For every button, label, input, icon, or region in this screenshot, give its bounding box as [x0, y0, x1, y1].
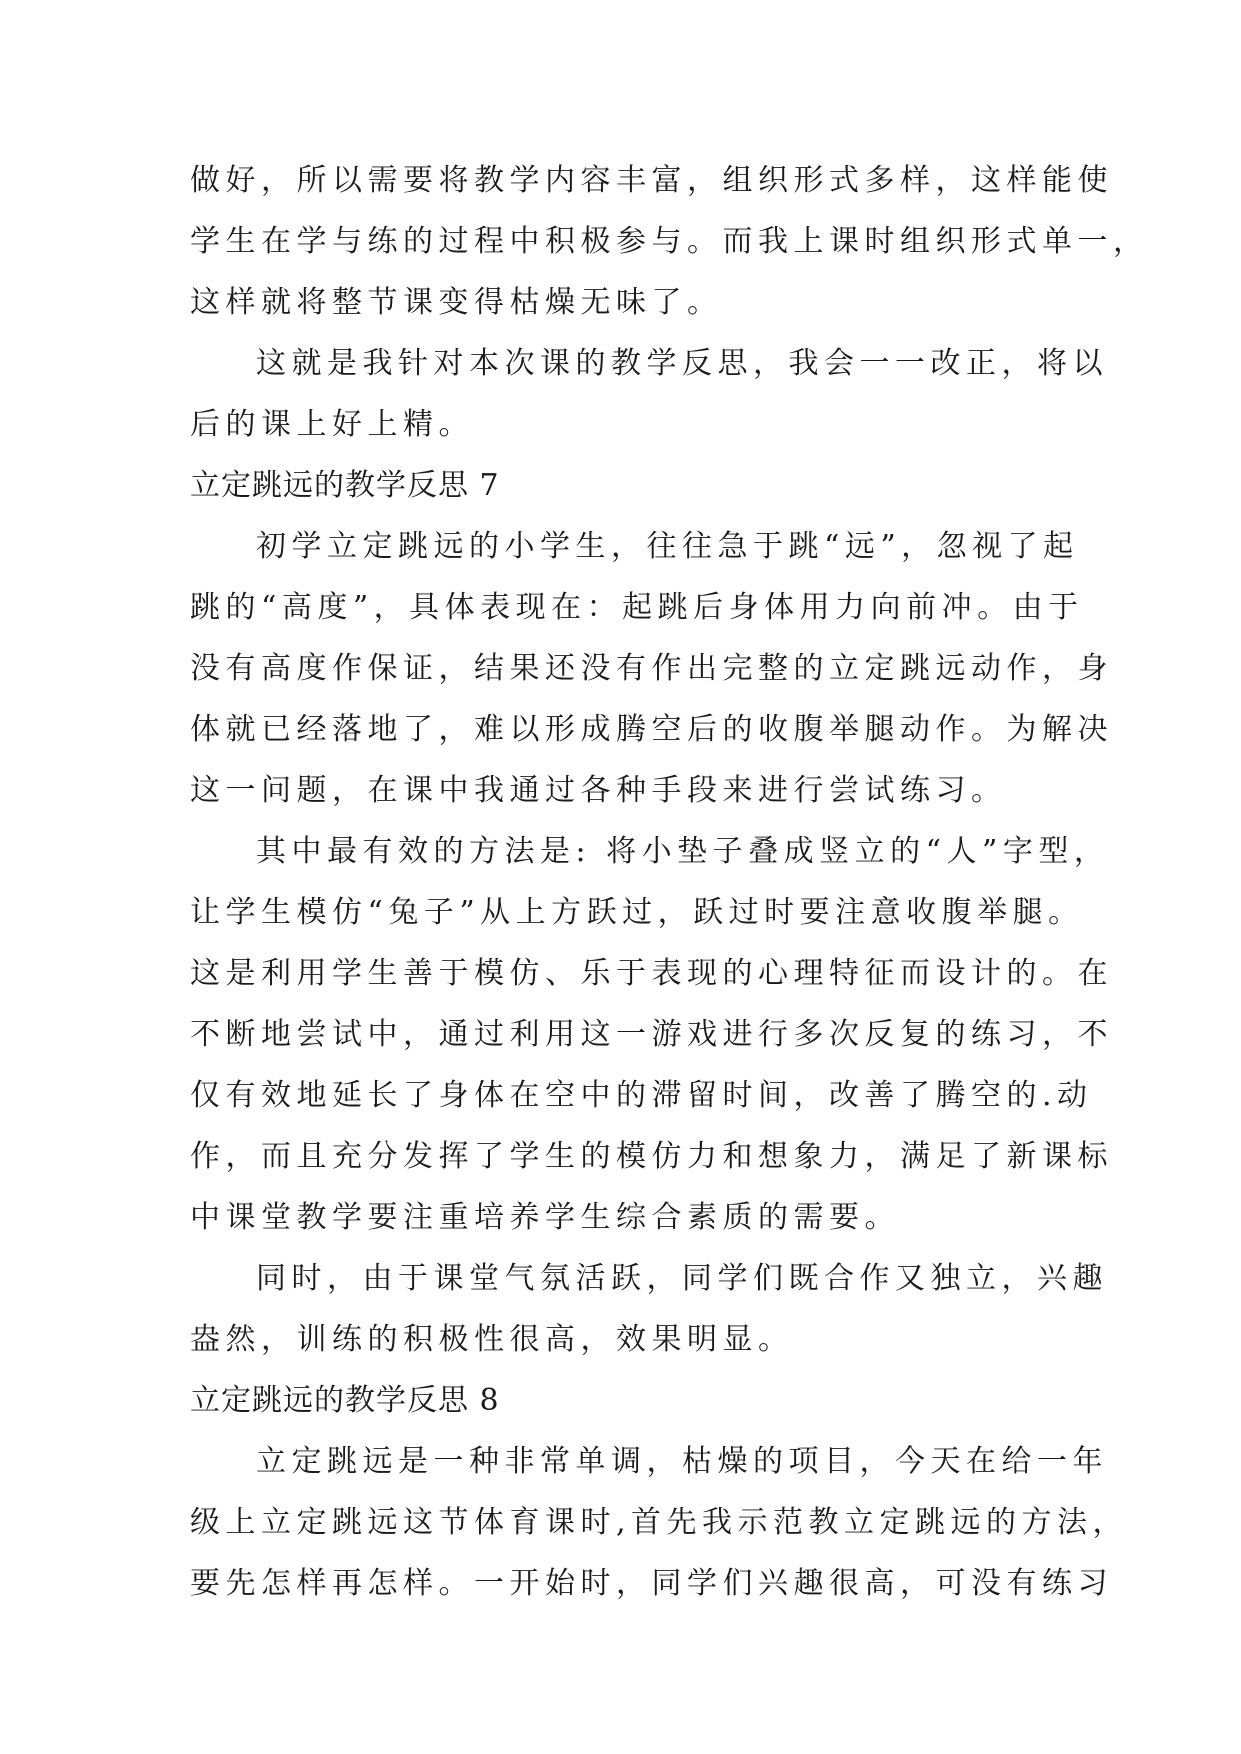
paragraph-first-line: 这就是我针对本次课的教学反思，我会一一改正，将以 [256, 346, 1108, 381]
text-line: 盎然，训练的积极性很高，效果明显。 [190, 1322, 794, 1357]
text-line: 体就已经落地了，难以形成腾空后的收腹举腿动作。为解决 [190, 712, 1113, 747]
text-line: 仅有效地延长了身体在空中的滞留时间，改善了腾空的.动 [190, 1078, 1093, 1113]
text-line: 没有高度作保证，结果还没有作出完整的立定跳远动作，身 [190, 651, 1113, 686]
section-heading: 立定跳远的教学反思 8 [190, 1383, 500, 1418]
text-line: 学生在学与练的过程中积极参与。而我上课时组织形式单一， [190, 224, 1149, 259]
paragraph-first-line: 初学立定跳远的小学生，往往急于跳“远”，忽视了起 [256, 529, 1079, 564]
text-line: 中课堂教学要注重培养学生综合素质的需要。 [190, 1200, 900, 1235]
text-line: 跳的“高度”，具体表现在：起跳后身体用力向前冲。由于 [190, 590, 1084, 625]
section-heading: 立定跳远的教学反思 7 [190, 468, 500, 503]
paragraph-first-line: 其中最有效的方法是: 将小垫子叠成竖立的“人”字型， [256, 834, 1110, 869]
text-line: 作，而且充分发挥了学生的模仿力和想象力，满足了新课标 [190, 1139, 1113, 1174]
text-line: 做好，所以需要将教学内容丰富，组织形式多样，这样能使 [190, 163, 1113, 198]
text-line: 这样就将整节课变得枯燥无味了。 [190, 285, 723, 320]
text-line: 这一问题，在课中我通过各种手段来进行尝试练习。 [190, 773, 1007, 808]
text-line: 这是利用学生善于模仿、乐于表现的心理特征而设计的。在 [190, 956, 1113, 991]
text-line: 让学生模仿“兔子”从上方跃过，跃过时要注意收腹举腿。 [190, 895, 1084, 930]
paragraph-first-line: 同时，由于课堂气氛活跃，同学们既合作又独立，兴趣 [256, 1261, 1108, 1296]
text-line: 要先怎样再怎样。一开始时，同学们兴趣很高，可没有练习 [190, 1566, 1113, 1601]
paragraph-first-line: 立定跳远是一种非常单调，枯燥的项目，今天在给一年 [256, 1444, 1108, 1479]
text-line: 不断地尝试中，通过利用这一游戏进行多次反复的练习，不 [190, 1017, 1113, 1052]
text-line: 后的课上好上精。 [190, 407, 474, 442]
text-line: 级上立定跳远这节体育课时,首先我示范教立定跳远的方法， [190, 1505, 1129, 1540]
